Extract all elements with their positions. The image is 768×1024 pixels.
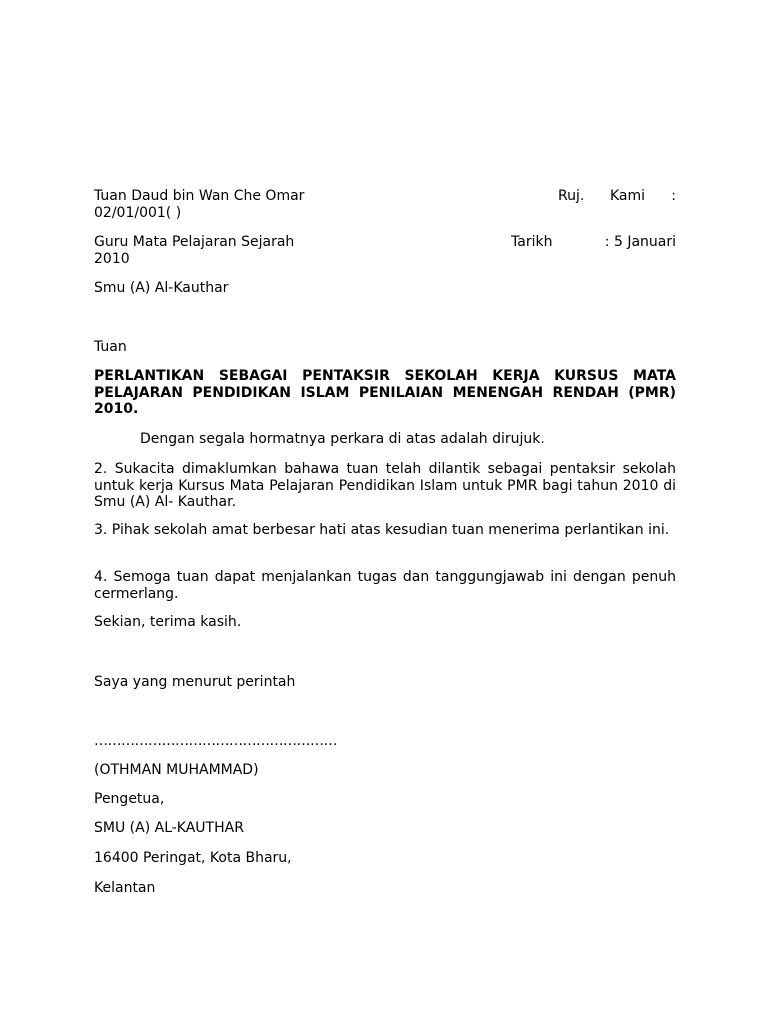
header-row-2 (94, 234, 676, 251)
subject-heading: PERLANTIKAN SEBAGAI PENTAKSIR SEKOLAH KERJA KURSUS MATA PELAJARAN PENDIDIKAN ISLAM PENILAIAN MENENGAH RENDAH (PMR) 2010. (94, 368, 676, 417)
recipient-title: Guru Mata Pelajaran Sejarah (94, 234, 295, 250)
address-line: 16400 Peringat, Kota Bharu, (94, 850, 292, 866)
recipient-school: Smu (A) Al-Kauthar (94, 280, 229, 296)
reference-label-ruj: Ruj. (558, 188, 585, 204)
signoff-phrase: Saya yang menurut perintah (94, 674, 296, 690)
signature-line: ……………………………………………… (94, 733, 337, 749)
signer-school: SMU (A) AL-KAUTHAR (94, 820, 244, 836)
date-label: Tarikh (511, 234, 553, 250)
date-year: 2010 (94, 251, 130, 267)
header-row-1 (94, 188, 676, 205)
reference-label-kami: Kami (610, 188, 646, 204)
signer-name: (OTHMAN MUHAMMAD) (94, 762, 259, 778)
date-value: : 5 Januari (604, 234, 676, 250)
body-paragraph-4: 4. Semoga tuan dapat menjalankan tugas dan tanggungjawab ini dengan penuh cermerlang. (94, 569, 676, 602)
recipient-name: Tuan Daud bin Wan Che Omar (94, 188, 305, 204)
reference-colon: : (671, 188, 676, 204)
salutation: Tuan (94, 339, 127, 355)
reference-number: 02/01/001( ) (94, 205, 182, 221)
closing-text: Sekian, terima kasih. (94, 614, 242, 630)
body-paragraph-2: 2. Sukacita dimaklumkan bahawa tuan telah dilantik sebagai pentaksir sekolah untuk kerja Kursus Mata Pelajaran Pendidikan Islam untuk PMR bagi tahun 2010 di Smu (A) Al- Kauthar. (94, 461, 676, 510)
address-state: Kelantan (94, 880, 156, 896)
body-paragraph-1: Dengan segala hormatnya perkara di atas adalah dirujuk. (140, 431, 545, 447)
signer-title: Pengetua, (94, 791, 165, 807)
body-paragraph-3: 3. Pihak sekolah amat berbesar hati atas kesudian tuan menerima perlantikan ini. (94, 522, 670, 538)
